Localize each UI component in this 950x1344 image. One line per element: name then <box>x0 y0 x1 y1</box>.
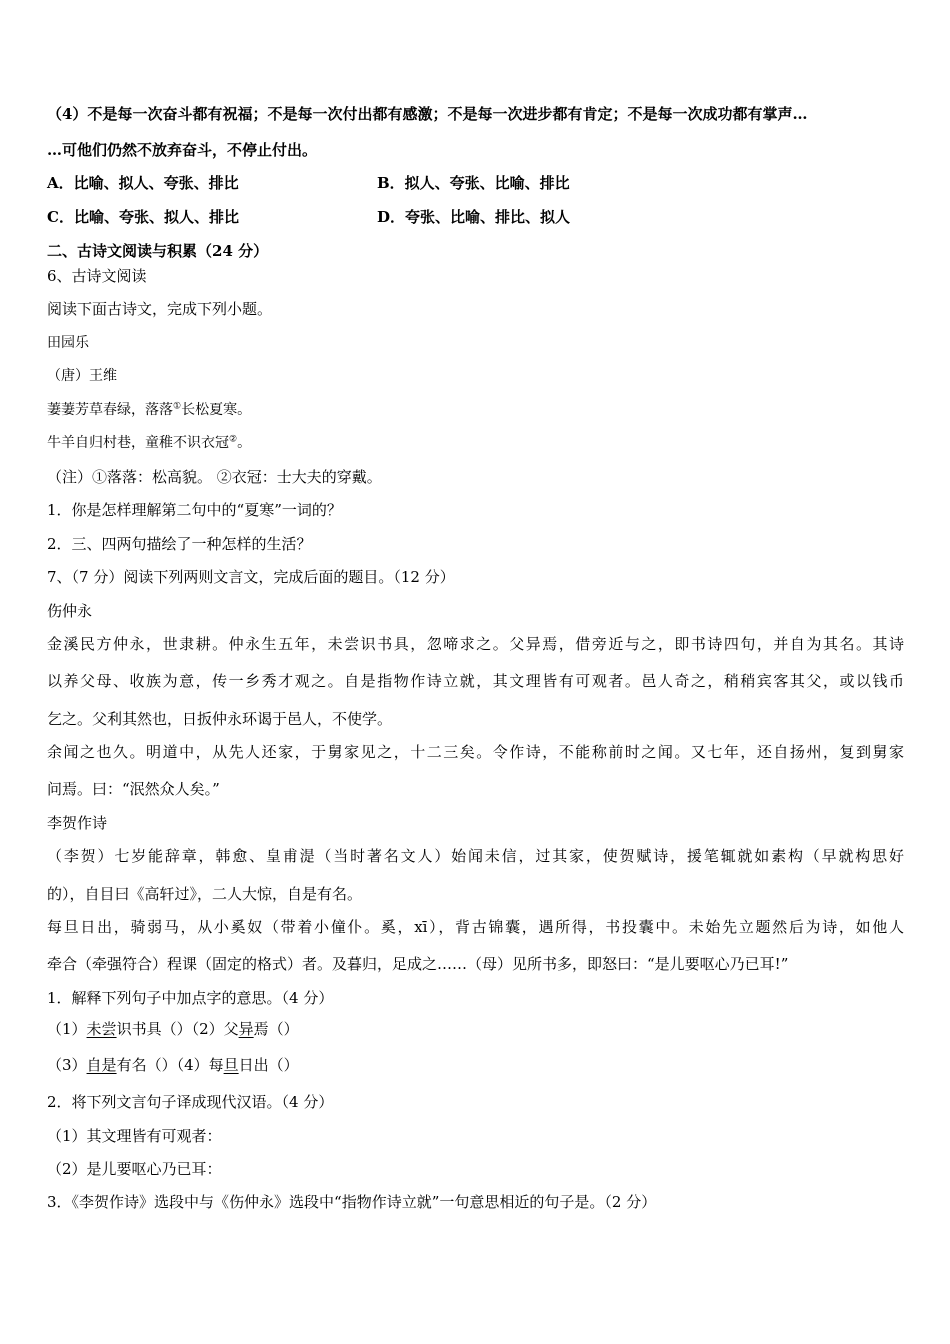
poem-title: 田园乐 <box>47 335 89 351</box>
poem-line-2: 牛羊自归村巷，童稚不识衣冠②。 <box>47 434 252 451</box>
poem-note: （注）①落落：松高貌。 ②衣冠：士大夫的穿戴。 <box>47 468 382 486</box>
option-b: B．拟人、夸张、比喻、排比 <box>377 174 570 192</box>
text1-p2-line1: 余闻之也久。明道中，从先人还家，于舅家见之，十二三矣。令作诗，不能称前时之闻。又七年，还自扬州，复到舅家 <box>47 743 904 761</box>
q5-item4-line1: （4）不是每一次奋斗都有祝福；不是每一次付出都有感激；不是每一次进步都有肯定；不是每一次成功都有掌声… <box>47 105 808 123</box>
q6-instruction: 阅读下面古诗文，完成下列小题。 <box>47 300 273 318</box>
note-marker-1: ① <box>173 401 182 412</box>
text1-p2-line2: 问焉。曰：“泯然众人矣。” <box>47 780 220 798</box>
q7-subquestion-2: 2．将下列文言句子译成现代汉语。（4 分） <box>47 1093 334 1111</box>
q7-subquestion-3: 3．《李贺作诗》选段中与《伤仲永》选段中“指物作诗立就”一句意思相近的句子是。（2 分） <box>47 1193 657 1211</box>
q6-question-2: 2．三、四两句描绘了一种怎样的生活？ <box>47 535 312 553</box>
q7-sq1-items-b: （3）自是有名（）（4）每旦日出（） <box>47 1056 299 1074</box>
text1-p1-line2: 以养父母、收族为意，传一乡秀才观之。自是指物作诗立就，其文理皆有可观者。邑人奇之，稍稍宾客其父，或以钱币 <box>47 672 904 690</box>
poem-line-1: 萋萋芳草春绿，落落①长松夏寒。 <box>47 401 252 418</box>
text2-p1-line2: 的），自目曰《高轩过》，二人大惊，自是有名。 <box>47 885 363 903</box>
text2-p2-line2: 牵合（牵强符合）程课（固定的格式）者。及暮归，足成之……（母）见所书多，即怒曰：“是儿要呕心乃已耳!” <box>47 955 789 973</box>
text2-p1-line1: （李贺）七岁能辞章，韩愈、皇甫湜（当时著名文人）始闻未信，过其家，使贺赋诗，援笔辄就如素构（早就构思好 <box>47 847 904 865</box>
q7-sq2-item-1: （1）其文理皆有可观者： <box>47 1127 222 1145</box>
option-a: A．比喻、拟人、夸张、排比 <box>47 174 239 192</box>
text1-p1-line1: 金溪民方仲永，世隶耕。仲永生五年，未尝识书具，忽啼求之。父异焉，借旁近与之，即书诗四句，并自为其名。其诗 <box>47 635 904 653</box>
q7-sq2-item-2: （2）是儿要呕心乃已耳： <box>47 1160 222 1178</box>
q6-question-1: 1．你是怎样理解第二句中的“夏寒”一词的？ <box>47 501 342 519</box>
text2-p2-line1: 每旦日出，骑弱马，从小奚奴（带着小僮仆。奚，xī），背古锦囊，遇所得，书投囊中。未始先立题然后为诗，如他人 <box>47 918 904 936</box>
text2-title: 李贺作诗 <box>47 814 108 832</box>
q7-subquestion-1: 1．解释下列句子中加点字的意思。（4 分） <box>47 989 334 1007</box>
text1-p1-line3: 乞之。父利其然也，日扳仲永环谒于邑人，不使学。 <box>47 710 393 728</box>
section2-title: 二、古诗文阅读与积累（24 分） <box>47 242 269 260</box>
q7-sq1-items-a: （1）未尝识书具（）（2）父异焉（） <box>47 1020 299 1038</box>
note-marker-2: ② <box>229 434 238 445</box>
q7-title: 7、（7 分）阅读下列两则文言文，完成后面的题目。（12 分） <box>47 568 455 586</box>
q5-item4-line2: …可他们仍然不放弃奋斗，不停止付出。 <box>47 141 318 159</box>
text1-title: 伤仲永 <box>47 602 93 620</box>
option-c: C．比喻、夸张、拟人、排比 <box>47 208 239 226</box>
option-d: D．夸张、比喻、排比、拟人 <box>377 208 571 226</box>
q6-title: 6、古诗文阅读 <box>47 267 147 285</box>
poem-author: （唐）王维 <box>47 368 117 384</box>
